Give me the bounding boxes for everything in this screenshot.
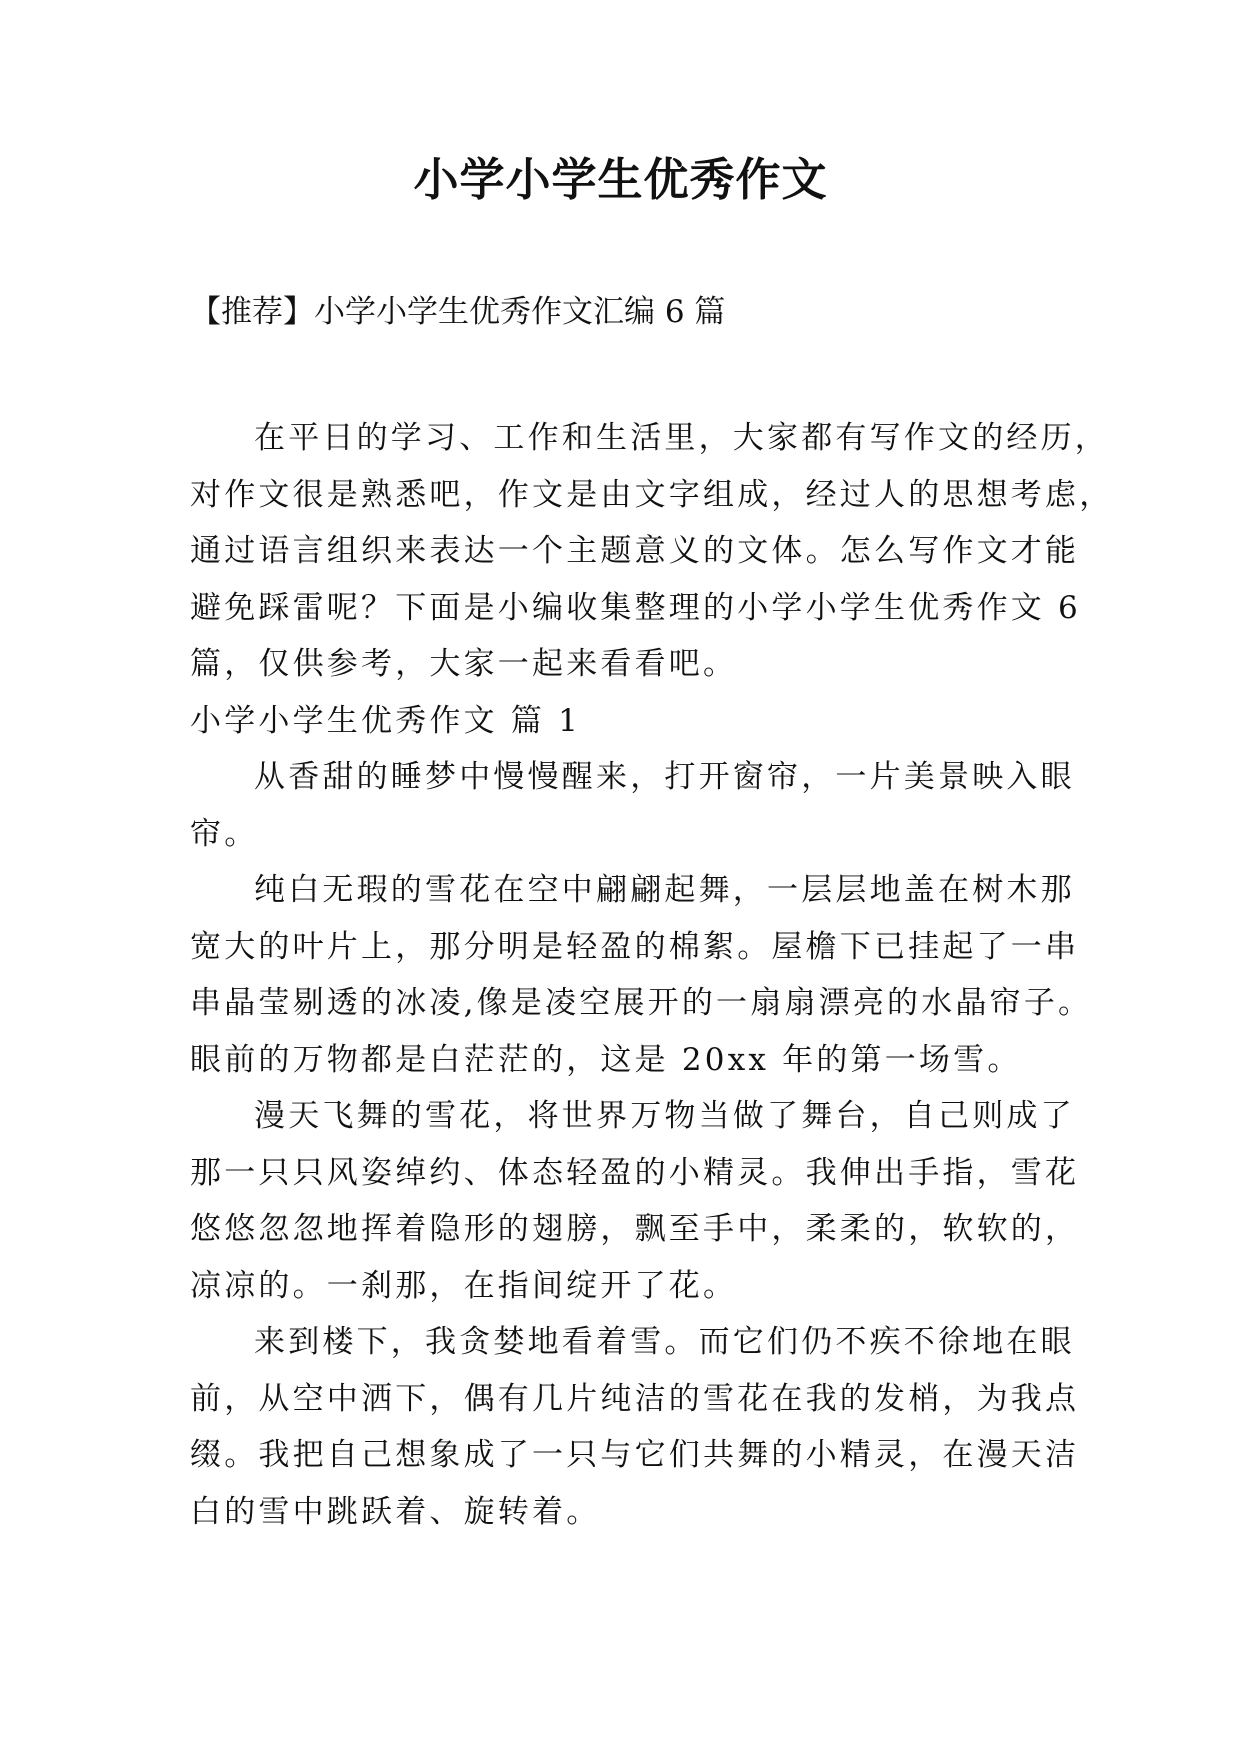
document-subtitle: 【推荐】小学小学生优秀作文汇编 6 篇 — [190, 294, 726, 330]
paragraph-line: 篇，仅供参考，大家一起来看看吧。 — [190, 646, 738, 682]
paragraph-line: 通过语言组织来表达一个主题意义的文体。怎么写作文才能 — [190, 533, 1080, 569]
paragraph-line: 白的雪中跳跃着、旋转着。 — [190, 1493, 601, 1530]
paragraph-line: 前，从空中洒下，偶有几片纯洁的雪花在我的发梢，为我点 — [190, 1380, 1080, 1417]
paragraph-line: 纯白无瑕的雪花在空中翩翩起舞，一层层地盖在树木那 — [254, 872, 1075, 908]
paragraph-line: 来到楼下，我贪婪地看着雪。而它们仍不疾不徐地在眼 — [254, 1324, 1075, 1360]
paragraph-line: 悠悠忽忽地挥着隐形的翅膀，飘至手中，柔柔的，软软的， — [190, 1211, 1080, 1247]
paragraph-line: 帘。 — [190, 815, 259, 852]
paragraph-line: 从香甜的睡梦中慢慢醒来，打开窗帘，一片美景映入眼 — [254, 759, 1075, 795]
paragraph-line: 在平日的学习、工作和生活里，大家都有写作文的经历， — [254, 420, 1109, 456]
section-heading: 小学小学生优秀作文 篇 1 — [190, 702, 582, 739]
paragraph-line: 串晶莹剔透的冰凌,像是凌空展开的一扇扇漂亮的水晶帘子。 — [190, 985, 1093, 1021]
paragraph-line: 对作文很是熟悉吧，作文是由文字组成，经过人的思想考虑， — [190, 476, 1114, 513]
paragraph-line: 眼前的万物都是白茫茫的，这是 20xx 年的第一场雪。 — [190, 1041, 1022, 1078]
document-body — [190, 410, 1114, 1540]
paragraph-line: 缀。我把自己想象成了一只与它们共舞的小精灵，在漫天洁 — [190, 1437, 1080, 1473]
paragraph-line: 那一只只风姿绰约、体态轻盈的小精灵。我伸出手指，雪花 — [190, 1154, 1080, 1191]
paragraph-line: 漫天飞舞的雪花，将世界万物当做了舞台，自己则成了 — [254, 1098, 1075, 1134]
paragraph-line: 避免踩雷呢？下面是小编收集整理的小学小学生优秀作文 6 — [190, 589, 1081, 626]
document-title: 小学小学生优秀作文 — [413, 153, 828, 206]
paragraph-line: 宽大的叶片上，那分明是轻盈的棉絮。屋檐下已挂起了一串 — [190, 928, 1080, 965]
paragraph-line: 凉凉的。一刹那，在指间绽开了花。 — [190, 1267, 738, 1304]
